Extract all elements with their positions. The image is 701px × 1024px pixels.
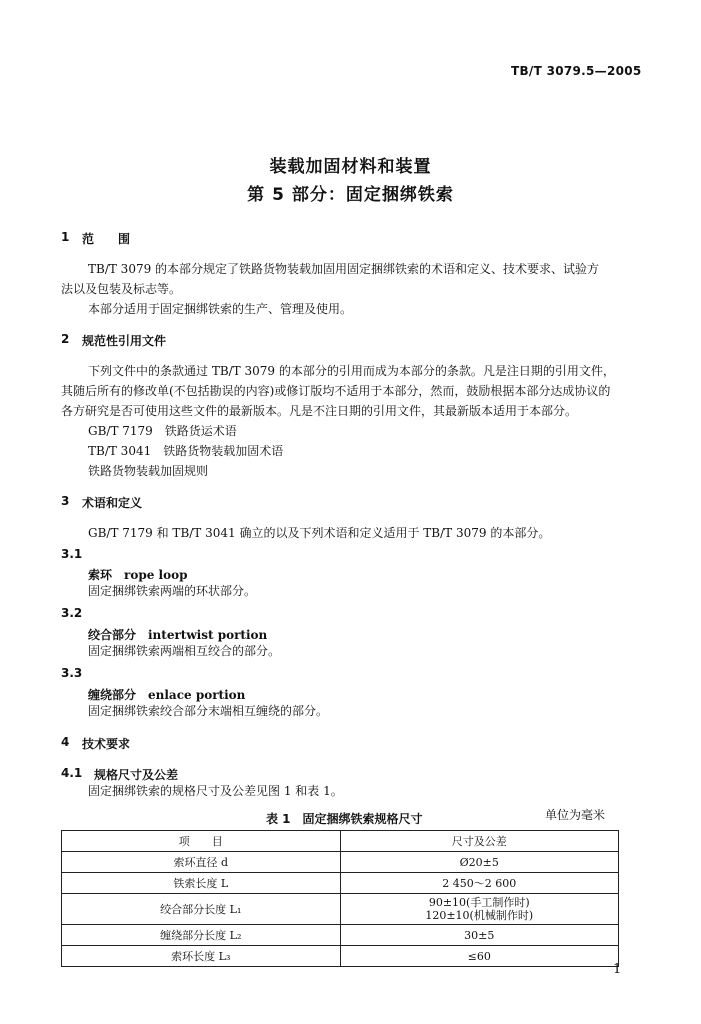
table-cell-value [340, 894, 619, 925]
section-1-number: 1 [61, 230, 70, 244]
section-2-title: 规范性引用文件 [82, 334, 167, 348]
reference-item: GB/T 7179 铁路货运术语 [88, 424, 237, 438]
section-2-para-line2: 其随后所有的修改单(不包括勘误的内容)或修订版均不适用于本部分，然而，鼓励根据本部分达成协议的 [61, 384, 611, 398]
table-row [62, 946, 619, 967]
table-header-row [62, 831, 619, 852]
table-header-value: 尺寸及公差 [340, 831, 619, 852]
term-number: 3.3 [61, 666, 83, 680]
subsection-4-1-para: 固定捆绑铁索的规格尺寸及公差见图 1 和表 1。 [88, 784, 343, 798]
table-cell-value: Ø20±5 [340, 852, 619, 873]
section-1-para1-line1: TB/T 3079 的本部分规定了铁路货物装载加固用固定捆绑铁索的术语和定义、技术要求、试验方 [88, 262, 600, 276]
section-3-title: 术语和定义 [82, 496, 143, 510]
table-cell-value: 30±5 [340, 925, 619, 946]
doc-title-line1: 装载加固材料和装置 [269, 157, 432, 177]
table-unit: 单位为毫米 [545, 808, 606, 822]
section-4-number: 4 [61, 735, 70, 749]
section-2-number: 2 [61, 332, 70, 346]
table-cell-item: 铁索长度 L [62, 873, 341, 894]
table-header-item: 项 目 [62, 831, 341, 852]
table-cell-value-line2: 120±10(机械制作时) [425, 909, 534, 922]
section-4-title: 技术要求 [82, 737, 131, 751]
table-row [62, 925, 619, 946]
page-number: 1 [613, 962, 622, 977]
term-number: 3.1 [61, 547, 83, 561]
term-definition: 固定捆绑铁索两端的环状部分。 [88, 584, 257, 598]
subsection-4-1-number: 4.1 [61, 766, 83, 780]
section-3-intro: GB/T 7179 和 TB/T 3041 确立的以及下列术语和定义适用于 TB/T 3079 的本部分。 [88, 526, 551, 540]
reference-item: TB/T 3041 铁路货物装载加固术语 [88, 444, 284, 458]
section-3-number: 3 [61, 494, 70, 508]
term-definition: 固定捆绑铁索两端相互绞合的部分。 [88, 644, 281, 658]
term-name: 绞合部分 intertwist portion [88, 628, 268, 642]
table-cell-item: 索环长度 L₃ [62, 946, 341, 967]
section-1-title: 范 围 [82, 232, 131, 246]
term-name: 索环 rope loop [88, 568, 188, 582]
table-row [62, 894, 619, 925]
table-cell-value: ≤60 [340, 946, 619, 967]
table-cell-value-line1: 90±10(手工制作时) [428, 896, 530, 909]
table-cell-item: 缠绕部分长度 L₂ [62, 925, 341, 946]
term-number: 3.2 [61, 606, 83, 620]
term-name: 缠绕部分 enlace portion [88, 688, 246, 702]
table-cell-item: 索环直径 d [62, 852, 341, 873]
standard-code: TB/T 3079.5—2005 [511, 64, 642, 78]
table-cell-item: 绞合部分长度 L₁ [62, 894, 341, 925]
table-caption: 表 1 固定捆绑铁索规格尺寸 [266, 812, 423, 826]
section-1-para2: 本部分适用于固定捆绑铁索的生产、管理及使用。 [88, 302, 353, 316]
subsection-4-1-title: 规格尺寸及公差 [94, 768, 179, 782]
section-2-para-line3: 各方研究是否可使用这些文件的最新版本。凡是不注日期的引用文件，其最新版本适用于本部分。 [61, 404, 578, 418]
table-row [62, 852, 619, 873]
section-1-para1-line2: 法以及包装及标志等。 [61, 282, 182, 296]
doc-title-line2: 第 5 部分：固定捆绑铁索 [247, 185, 454, 205]
table-cell-value: 2 450～2 600 [340, 873, 619, 894]
term-definition: 固定捆绑铁索绞合部分末端相互缠绕的部分。 [88, 704, 329, 718]
reference-item: 铁路货物装载加固规则 [88, 464, 209, 478]
spec-table [61, 830, 619, 967]
section-2-para-line1: 下列文件中的条款通过 TB/T 3079 的本部分的引用而成为本部分的条款。凡是注日期的引用文件， [88, 364, 615, 378]
table-row [62, 873, 619, 894]
